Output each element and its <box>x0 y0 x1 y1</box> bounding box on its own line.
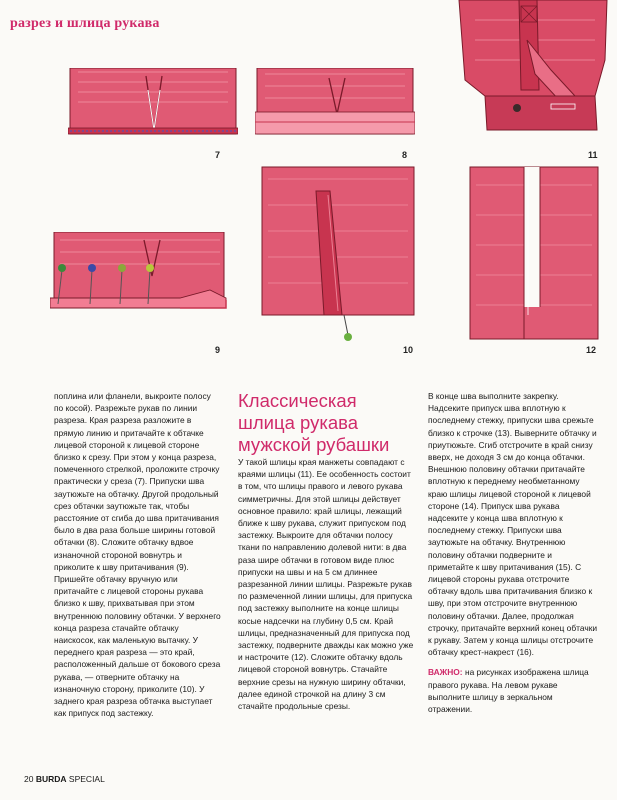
section-title: разрез и шлица рукава <box>10 16 160 31</box>
figure-9-illustration <box>50 232 228 332</box>
figure-8-number: 8 <box>402 150 408 160</box>
brand-name: BURDA <box>35 774 67 784</box>
text-column-3 <box>428 390 598 715</box>
figure-11-number: 11 <box>588 150 598 160</box>
figure-9-number: 9 <box>215 345 221 355</box>
heading-line: шлица рукава <box>238 412 359 433</box>
text-column-1 <box>54 390 222 719</box>
warning-label: ВАЖНО: <box>428 667 463 678</box>
heading-line: Классическая <box>238 390 357 411</box>
figure-7-number: 7 <box>215 150 221 160</box>
page-footer <box>24 774 105 784</box>
warning-note <box>428 666 598 715</box>
figure-11-illustration <box>455 0 615 148</box>
warning-text: на рисунках изображена шлица правого рукава. На левом рукаве выполните шлицу в зеркальном отражении. <box>428 667 589 715</box>
page-number: 20 <box>24 774 34 784</box>
text-column-2 <box>238 456 416 712</box>
figure-8-illustration <box>255 68 415 148</box>
figure-10-illustration <box>258 165 418 343</box>
figure-12-number: 12 <box>586 345 597 355</box>
column-3-paragraph: В конце шва выполните закрепку. Надсеките припуск шва вплотную к последнему стежку, припуски шва срежьте близко к строчке (13). Выверните обтачку и приутюжьте. Сгиб отстрочите в край снизу вверх, не доходя 3 см до конца обтачки. Внешнюю половину обтачки притачайте вплотную к переднему необметанному краю шлицы лицевой стороной к лицевой стороне (14). Припуск шва рукава надсеките у конца шва вплотную к последнему стежку. Припуски шва заутюжьте на обтачку. Внутреннюю половину обтачки подверните и приметайте к шву притачивания (15). С лицевой стороны рукава отстрочите обтачку вдоль шва притачивания близко к шву, при этом отстрочите внутреннюю половину обтачки. Далее, продолжая строчку, притачайте верхний конец обтачки к рукаву. Затем у конца шлицы отстрочите обтачку крест-накрест (16). <box>428 391 598 658</box>
column-2-paragraph: У такой шлицы края манжеты совпадают с краями шлицы (11). Ее особенность состоит в том, что шлицы правого и левого рукава симметричны. Для этой шлицы действует основное правило: край шлицы, лежащий ближе к шву рукава, служит припуском под застежку. Выкроите для обтачки полосу ткани по направлению долевой нити: в два раза шире обтачки в готовом виде плюс припуски на швы и на 5 см длиннее разрезанной линии шлицы. Разрежьте рукав по размеченной линии шлицы, для припуска под застежку выполните на конце шлицы косые надсечки на глубину 0,5 см. Край шлицы, предназначенный для припуска под застежку, подверните дважды как можно уже и настрочите (12). Сложите обтачку вдоль лицевой стороной вовнутрь. Стачайте верхние срезы на нужную ширину обтачки, далее единой строчкой на длину 3 см стачайте продольные срезы. <box>238 457 414 712</box>
figure-7-illustration <box>68 68 238 148</box>
column-1-paragraph: поплина или фланели, выкроите полосу по косой). Разрежьте рукав по линии разреза. Края разреза разложите в прямую линию и притачайте к обтачке лицевой стороной к лицевой стороне близко к срезу. При этом у конца разреза, помеченного стрелкой, проложите строчку практически у среза (7). Припуски шва заутюжьте на обтачку. Другой продольный срез обтачки заутюжьте так, чтобы расстояние от сгиба до шва притачивания было в два раза больше ширины готовой обтачки (8). Сложите обтачку вдвое изнаночной стороной вовнутрь и приколите к шву притачивания (9). Пришейте обтачку вручную или притачайте с лицевой стороны рукава близко к шву, прихватывая при этом внутреннюю половину обтачки. У верхнего конца разреза стачайте обтачку наискосок, как маленькую вытачку. У переднего края разреза — это край, расположенный дальше от бокового среза рукава, — отверните обтачку на изнаночную сторону, приколите (10). У заднего края разреза обтачка выступает как припуск под застежку. <box>54 391 221 719</box>
figure-10-number: 10 <box>403 345 414 355</box>
figure-12-illustration <box>468 165 600 343</box>
brand-special: SPECIAL <box>68 774 105 784</box>
section-heading <box>238 390 418 456</box>
heading-line: мужской рубашки <box>238 434 390 455</box>
